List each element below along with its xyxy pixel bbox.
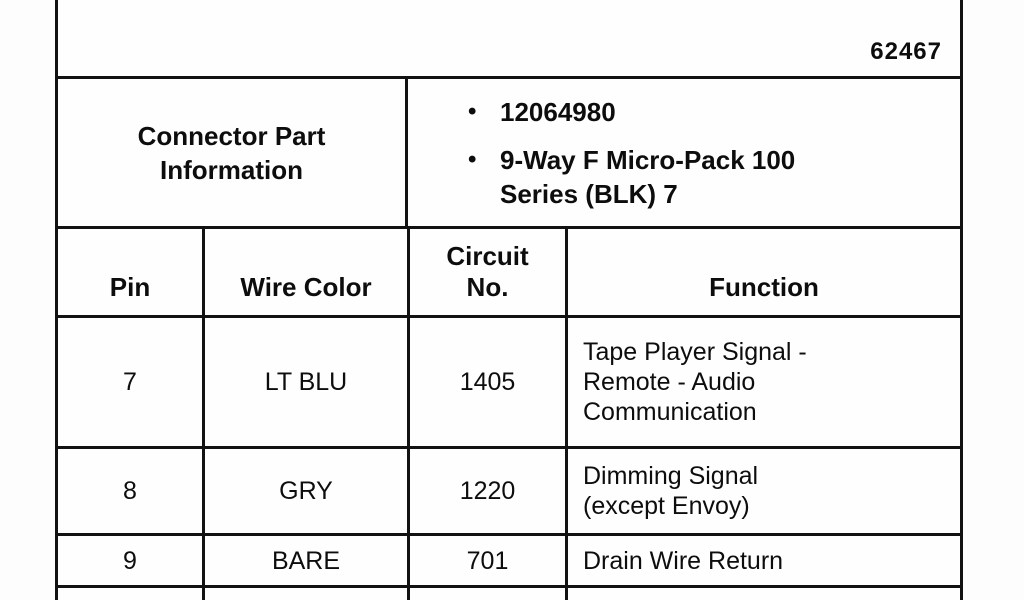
circuit-no-cell [410,588,568,600]
circuit-no-value: 1405 [459,368,516,396]
function-cell [568,449,960,533]
function-value: Drain Wire Return [583,546,784,575]
wire-color-value: GRY [279,477,333,505]
connector-pinout-table [55,0,963,600]
connector-info-list [408,79,960,226]
pin-value: 8 [123,477,137,505]
circuit-no-value: 1220 [459,477,516,505]
pin-value: 9 [123,546,137,575]
function-value: Tape Player Signal - Remote - Audio Communication [583,338,807,426]
figure-number: 62467 [870,38,942,65]
list-item [468,143,960,211]
pin-cell [58,536,205,585]
col-header-wire-color [205,229,410,315]
table-row [58,536,960,588]
col-header-pin [58,229,205,315]
circuit-no-cell [410,318,568,446]
wire-color-cell [205,588,410,600]
col-header-wire-color-label: Wire Color [240,272,372,302]
connector-info-label: Connector Part Information [137,120,326,185]
wire-color-cell [205,318,410,446]
pin-cell [58,449,205,533]
figure-number-row [58,0,960,79]
function-cell [568,318,960,446]
bullet-icon: • [468,145,477,173]
wire-color-cell [205,536,410,585]
col-header-function [568,229,960,315]
table-row [58,318,960,449]
connector-part-number: 12064980 [500,96,616,127]
wire-color-value: LT BLU [264,368,348,396]
circuit-no-value: 701 [466,546,509,575]
circuit-no-cell [410,449,568,533]
col-header-circuit-no-label: Circuit No. [446,241,529,302]
function-cell [568,588,960,600]
function-value: Dimming Signal (except Envoy) [583,462,759,520]
wire-color-cell [205,449,410,533]
pin-value: 7 [123,368,137,396]
connector-series-description: 9-Way F Micro-Pack 100 Series (BLK) 7 [500,144,796,209]
col-header-function-label: Function [709,272,819,302]
col-header-pin-label: Pin [109,272,151,302]
connector-info-label-cell [58,79,408,226]
col-header-circuit-no [410,229,568,315]
table-row-partial [58,588,960,600]
bullet-icon: • [468,97,477,125]
table-row [58,449,960,536]
connector-info-row [58,79,960,229]
circuit-no-cell [410,536,568,585]
wire-color-value: BARE [271,546,341,575]
function-cell [568,536,960,585]
list-item [468,95,960,129]
pin-cell [58,318,205,446]
table-header-row [58,229,960,318]
pin-cell [58,588,205,600]
